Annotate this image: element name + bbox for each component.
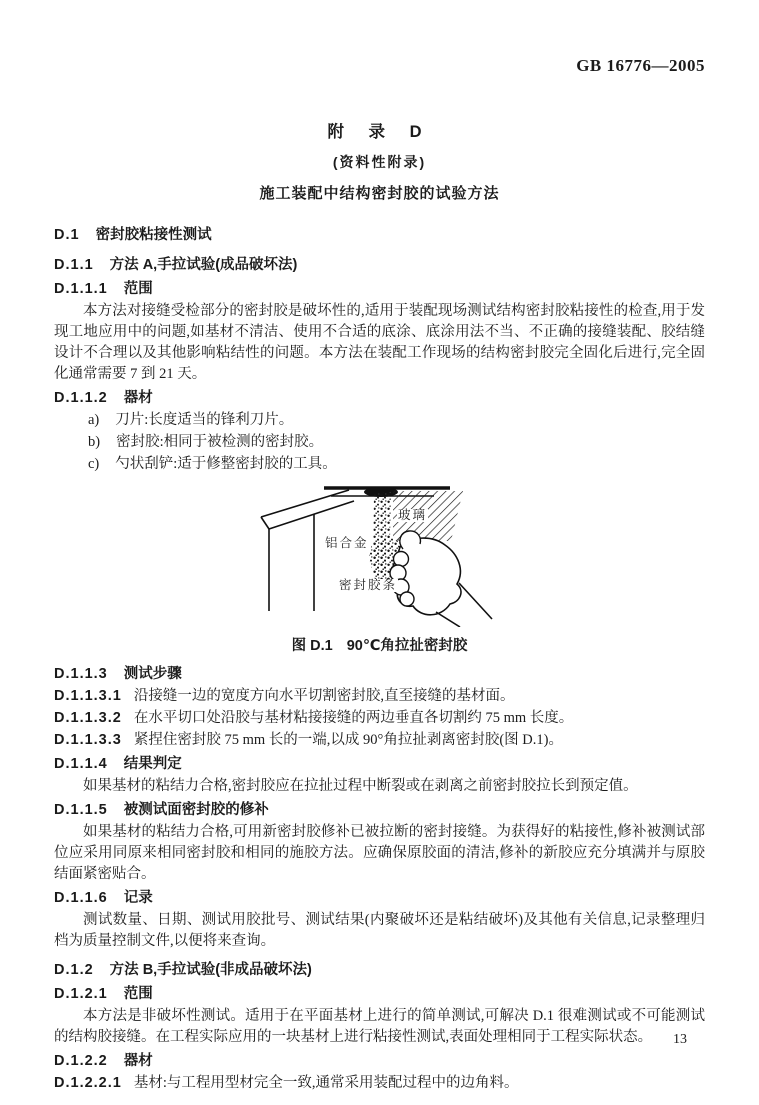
figure-d1-illustration	[254, 479, 524, 627]
appendix-title-block	[54, 118, 705, 203]
figure-label-sealant-strip: 密封胶条	[339, 578, 398, 592]
figure-caption-text: 90℃角拉扯密封胶	[346, 638, 468, 654]
clause-number: D.1.1.1	[54, 281, 108, 297]
paragraph-scope-method-a: 本方法对接缝受检部分的密封胶是破坏性的,适用于装配现场测试结构密封胶粘接性的检查,用于发现工地应用中的问题,如基材不清洁、使用不合适的底涂、底涂用法不当、不正确的接缝装配、胶结缝设计不合理以及其他影响粘结性的问题。本方法在装配工作现场的结构密封胶完全固化后进行,完全固化通常需要 7 到 21 天。	[54, 303, 705, 382]
appendix-subject: 施工装配中结构密封胶的试验方法	[259, 185, 500, 202]
section-heading-d1-2-1	[54, 984, 705, 1005]
appendix-title: 附 录 D	[327, 123, 432, 141]
page-number: 13	[673, 1032, 687, 1047]
clause-title: 测试步骤	[123, 666, 182, 682]
list-marker: a)	[88, 412, 100, 428]
step-d1-1-3-2	[54, 708, 705, 729]
clause-number: D.1.1.5	[54, 802, 108, 818]
clause-number: D.1.2.2.1	[54, 1075, 122, 1091]
clause-title: 器材	[123, 390, 153, 406]
step-d1-1-3-3	[54, 730, 705, 751]
figure-caption	[54, 636, 705, 657]
clause-title: 记录	[123, 890, 153, 906]
list-text: 刀片:长度适当的锋利刀片。	[115, 412, 294, 428]
figure-d1	[254, 479, 524, 627]
list-text: 勺状刮铲:适于修整密封胶的工具。	[115, 456, 337, 472]
clause-number: D.1.2.2	[54, 1053, 108, 1069]
step-d1-2-2-1	[54, 1073, 705, 1094]
clause-number: D.1.2.1	[54, 986, 108, 1002]
standard-number: GB 16776—2005	[576, 56, 705, 75]
paragraph-repair: 如果基材的粘结力合格,可用新密封胶修补已被拉断的密封接缝。为获得好的粘接性,修补被测试部位应采用同原来相同密封胶和相同的施胶方法。应确保原胶面的清洁,修补的新胶应充分填满并与原胶结面紧密贴合。	[54, 824, 705, 882]
clause-title: 器材	[123, 1053, 153, 1069]
section-heading-d1-1-6	[54, 888, 705, 909]
section-heading-d1-1-4	[54, 754, 705, 775]
paragraph-scope-method-b: 本方法是非破坏性测试。适用于在平面基材上进行的简单测试,可解决 D.1 很难测试或不可能测试的结构胶接缝。在工程实际应用的一块基材上进行粘接性测试,表面处理相同于工程实际状态。	[54, 1008, 705, 1045]
clause-number: D.1.1.2	[54, 390, 108, 406]
clause-number: D.1.1.6	[54, 890, 108, 906]
list-marker: b)	[88, 434, 101, 450]
clause-number: D.1.1.3	[54, 666, 108, 682]
clause-number: D.1.1.3.3	[54, 732, 122, 748]
clause-title: 结果判定	[123, 756, 182, 772]
figure-label-aluminum: 铝合金	[325, 536, 369, 550]
step-text: 基材:与工程用型材完全一致,通常采用装配过程中的边角料。	[133, 1075, 519, 1091]
equipment-item-c	[88, 454, 705, 475]
clause-title: 范围	[123, 281, 153, 297]
step-text: 沿接缝一边的宽度方向水平切割密封胶,直至接缝的基材面。	[133, 688, 515, 704]
section-heading-d1-1-2	[54, 388, 705, 409]
equipment-item-a	[88, 410, 705, 431]
document-body	[54, 225, 705, 1094]
clause-number: D.1.1	[54, 257, 94, 273]
clause-title: 方法 A,手拉试验(成品破坏法)	[109, 257, 298, 273]
paragraph-records: 测试数量、日期、测试用胶批号、测试结果(内聚破坏还是粘结破坏)及其他有关信息,记录整理归档为质量控制文件,以便将来查询。	[54, 912, 705, 949]
clause-title: 被测试面密封胶的修补	[123, 802, 269, 818]
list-text: 密封胶:相同于被检测的密封胶。	[116, 434, 324, 450]
figure-caption-number: 图 D.1	[291, 638, 333, 654]
step-d1-1-3-1	[54, 686, 705, 707]
list-marker: c)	[88, 456, 100, 472]
equipment-item-b	[88, 432, 705, 453]
clause-number: D.1.1.3.1	[54, 688, 122, 704]
clause-title: 密封胶粘接性测试	[95, 227, 212, 243]
section-heading-d1-1-1	[54, 279, 705, 300]
clause-number: D.1.1.3.2	[54, 710, 122, 726]
section-heading-d1-2	[54, 960, 705, 981]
clause-number: D.1.2	[54, 962, 94, 978]
section-heading-d1-1-3	[54, 664, 705, 685]
clause-number: D.1.1.4	[54, 756, 108, 772]
section-heading-d1-1-5	[54, 800, 705, 821]
clause-number: D.1	[54, 227, 80, 243]
clause-title: 方法 B,手拉试验(非成品破坏法)	[109, 962, 312, 978]
step-text: 紧捏住密封胶 75 mm 长的一端,以成 90°角拉扯剥离密封胶(图 D.1)。	[133, 732, 563, 748]
paragraph-result-judgement: 如果基材的粘结力合格,密封胶应在拉扯过程中断裂或在剥离之前密封胶拉长到预定值。	[83, 778, 638, 794]
step-text: 在水平切口处沿胶与基材粘接接缝的两边垂直各切割约 75 mm 长度。	[133, 710, 574, 726]
section-heading-d1-2-2	[54, 1051, 705, 1072]
section-heading-d1-1	[54, 255, 705, 276]
clause-title: 范围	[123, 986, 153, 1002]
appendix-type: (资料性附录)	[332, 154, 427, 170]
figure-label-glass: 玻璃	[398, 508, 428, 522]
section-heading-d1	[54, 225, 705, 246]
